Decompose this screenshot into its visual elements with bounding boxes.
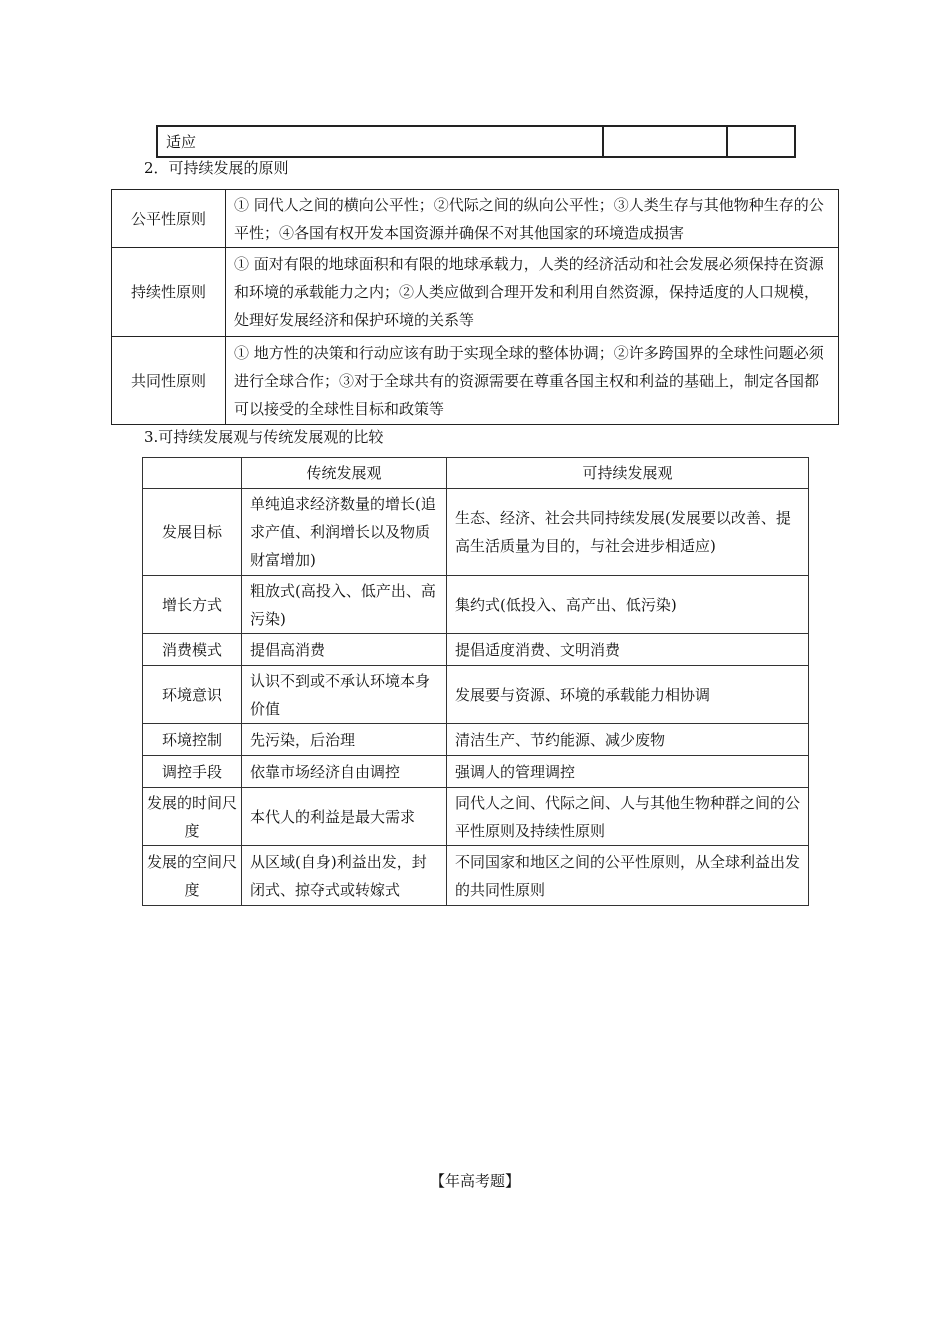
- traditional-cell: 依靠市场经济自由调控: [242, 756, 447, 788]
- sustainable-cell: 发展要与资源、环境的承载能力相协调: [447, 666, 809, 724]
- table-cell: 适应: [157, 126, 603, 157]
- table-row: [143, 724, 809, 756]
- traditional-cell: 从区域(自身)利益出发，封闭式、掠夺式或转嫁式: [242, 846, 447, 906]
- sustainable-cell: 提倡适度消费、文明消费: [447, 634, 809, 666]
- table-row: [143, 576, 809, 634]
- row-label: 环境意识: [143, 666, 242, 724]
- table-row: [112, 248, 839, 337]
- traditional-cell: 单纯追求经济数量的增长(追求产值、利润增长以及物质财富增加): [242, 489, 447, 576]
- row-label: 消费模式: [143, 634, 242, 666]
- traditional-cell: 认识不到或不承认环境本身价值: [242, 666, 447, 724]
- comparison-table: [142, 457, 809, 906]
- row-label: 调控手段: [143, 756, 242, 788]
- row-label: 环境控制: [143, 724, 242, 756]
- row-label: 共同性原则: [112, 337, 226, 425]
- table-row: [143, 788, 809, 846]
- table-cell: [727, 126, 795, 157]
- header-cell: 传统发展观: [242, 458, 447, 489]
- sustainable-cell: 清洁生产、节约能源、减少废物: [447, 724, 809, 756]
- table-row: [143, 634, 809, 666]
- sustainable-cell: 强调人的管理调控: [447, 756, 809, 788]
- header-row: [143, 458, 809, 489]
- sustainable-cell: 同代人之间、代际之间、人与其他生物种群之间的公平性原则及持续性原则: [447, 788, 809, 846]
- table-cell: [603, 126, 727, 157]
- row-label: 发展的时间尺度: [143, 788, 242, 846]
- table-row: [112, 190, 839, 248]
- traditional-cell: 粗放式(高投入、低产出、高污染): [242, 576, 447, 634]
- sustainable-cell: 生态、经济、社会共同持续发展(发展要以改善、提高生活质量为目的，与社会进步相适应): [447, 489, 809, 576]
- traditional-cell: 提倡高消费: [242, 634, 447, 666]
- table-row: [143, 489, 809, 576]
- sustainable-cell: 集约式(低投入、高产出、低污染): [447, 576, 809, 634]
- row-content: ① 地方性的决策和行动应该有助于实现全球的整体协调；②许多跨国界的全球性问题必须进行全球合作；③对于全球共有的资源需要在尊重各国主权和利益的基础上，制定各国都可以接受的全球性目标和政策等: [226, 337, 839, 425]
- row-label: 公平性原则: [112, 190, 226, 248]
- row-content: ① 面对有限的地球面积和有限的地球承载力，人类的经济活动和社会发展必须保持在资源和环境的承载能力之内；②人类应做到合理开发和利用自然资源，保持适度的人口规模，处理好发展经济和保护环境的关系等: [226, 248, 839, 337]
- table-row: [143, 846, 809, 906]
- row-label: 发展目标: [143, 489, 242, 576]
- header-cell: [143, 458, 242, 489]
- section-footer-title: 【年高考题】: [429, 1172, 520, 1190]
- header-cell: 可持续发展观: [447, 458, 809, 489]
- principles-table: [111, 189, 839, 425]
- traditional-cell: 本代人的利益是最大需求: [242, 788, 447, 846]
- table-row: [143, 756, 809, 788]
- table-row: [157, 126, 795, 157]
- table-row: [112, 337, 839, 425]
- row-content: ① 同代人之间的横向公平性；②代际之间的纵向公平性；③人类生存与其他物种生存的公平性；④各国有权开发本国资源并确保不对其他国家的环境造成损害: [226, 190, 839, 248]
- row-label: 发展的空间尺度: [143, 846, 242, 906]
- section2-title: 2．可持续发展的原则: [144, 159, 289, 177]
- traditional-cell: 先污染，后治理: [242, 724, 447, 756]
- row-label: 增长方式: [143, 576, 242, 634]
- table-row: [143, 666, 809, 724]
- row-label: 持续性原则: [112, 248, 226, 337]
- top-table-fragment: [156, 125, 796, 158]
- sustainable-cell: 不同国家和地区之间的公平性原则，从全球利益出发的共同性原则: [447, 846, 809, 906]
- section3-title: 3.可持续发展观与传统发展观的比较: [144, 428, 384, 446]
